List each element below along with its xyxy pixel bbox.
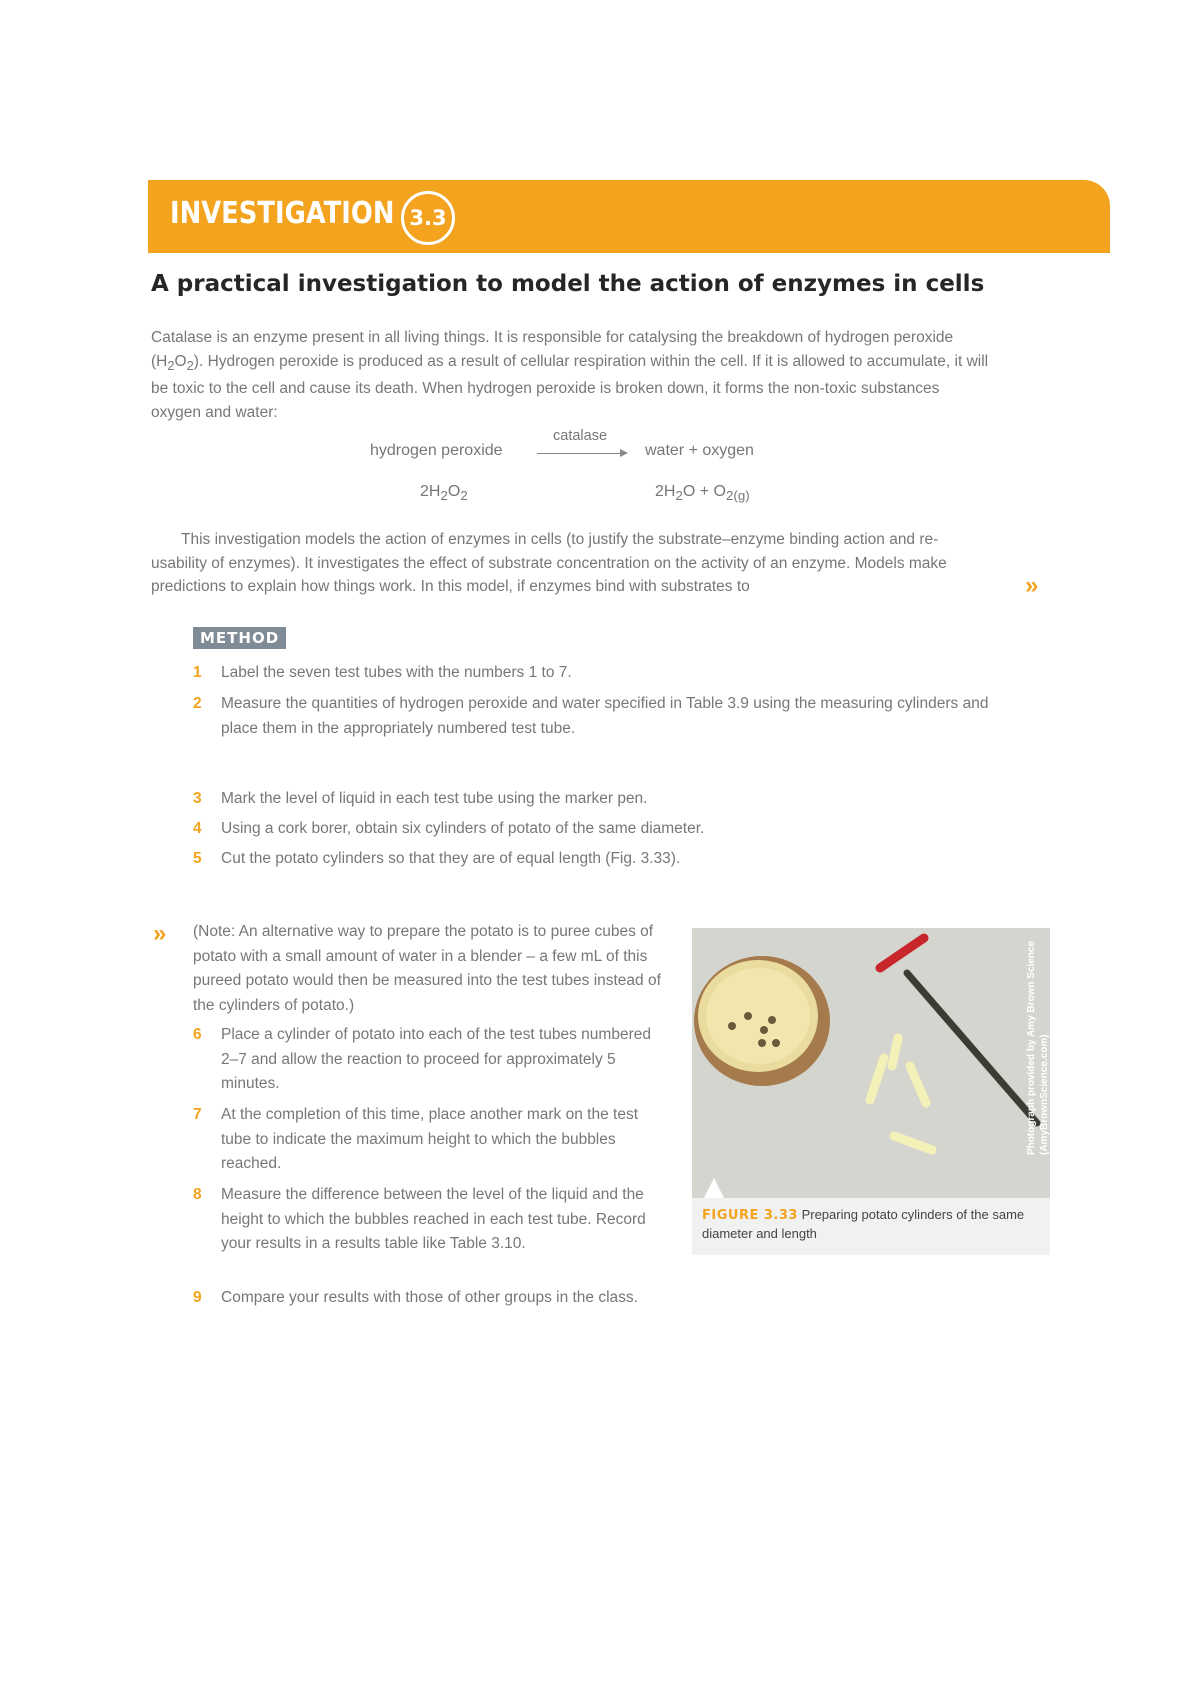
step-text: Compare your results with those of other groups in the class. — [221, 1289, 638, 1306]
equation-reactant-word: hydrogen peroxide — [370, 442, 503, 459]
method-step — [193, 847, 1003, 872]
step-text: Measure the quantities of hydrogen peroxide and water specified in Table 3.9 using the measuring cylinders and place them in the appropriately numbered test tube. — [221, 695, 989, 737]
method-step — [193, 1286, 793, 1311]
step-number: 8 — [193, 1186, 202, 1203]
method-step — [193, 661, 1003, 686]
step-number: 9 — [193, 1289, 202, 1306]
step-number: 4 — [193, 820, 202, 837]
method-step — [193, 1023, 668, 1097]
photo-credit — [1025, 925, 1051, 1155]
step-text: At the completion of this time, place another mark on the test tube to indicate the maximum height to which the bubbles reached. — [221, 1106, 638, 1172]
method-label: METHOD — [193, 627, 286, 649]
page-heading: A practical investigation to model the action of enzymes in cells — [151, 271, 985, 297]
method-step — [193, 1183, 668, 1257]
step-number: 3 — [193, 790, 202, 807]
note-text: (Note: An alternative way to prepare the potato is to puree cubes of potato with a small amount of water in a blender – a few mL of this pureed potato would then be measured into the test tubes instead of the cylinders of potato.) — [193, 923, 661, 1014]
model-paragraph: This investigation models the action of enzymes in cells (to justify the substrate–enzyme binding action and re-usability of enzymes). It investigates the effect of substrate concentration on the activity of an enzyme. Models make predictions to explain how things work. In this model, if enzymes bind with substrates to — [151, 531, 947, 595]
step-number: 1 — [193, 664, 202, 681]
step-text: Measure the difference between the level of the liquid and the height to which the bubbles reached in each test tube. Record your results in a results table like Table 3.10. — [221, 1186, 646, 1252]
banner-title: INVESTIGATION — [170, 196, 395, 231]
step-text: Using a cork borer, obtain six cylinders of potato of the same diameter. — [221, 820, 705, 837]
photo-credit-line: Photograph provided by Amy Brown Science — [1026, 940, 1037, 1155]
method-step — [193, 817, 1003, 842]
figure-label: FIGURE 3.33 — [702, 1208, 798, 1223]
equation-products-formula: $2H_2O + O_{2(g)}$ — [655, 483, 750, 504]
intro-paragraph: Catalase is an enzyme present in all living things. It is responsible for catalysing the breakdown of hydrogen peroxide $(H_2O_2)$. Hydrogen peroxide is produced as a result of cellular respiration within the cell. If it is allowed to accumulate, it will be toxic to the cell and cause its death. When hydrogen peroxide is broken down, it forms the non-toxic substances oxygen and water: — [151, 329, 989, 421]
step-text: Place a cylinder of potato into each of the test tubes numbered 2–7 and allow the reaction to proceed for approximately 5 minutes. — [221, 1026, 651, 1092]
step-number: 2 — [193, 695, 202, 712]
step-text: Cut the potato cylinders so that they are of equal length (Fig. 3.33). — [221, 850, 681, 867]
figure-caption-text: Preparing potato cylinders of the same diameter and length — [702, 1207, 1025, 1241]
investigation-number-badge: 3.3 — [401, 191, 455, 245]
reaction-arrow-head — [620, 449, 628, 457]
step-text: Mark the level of liquid in each test tube using the marker pen. — [221, 790, 648, 807]
method-step — [193, 692, 1003, 741]
equation-reactant-formula: $2H_2O_2$ — [420, 483, 468, 504]
method-step — [193, 787, 1003, 812]
step-number: 7 — [193, 1106, 202, 1123]
step-number: 6 — [193, 1026, 202, 1043]
step-text: Label the seven test tubes with the numbers 1 to 7. — [221, 664, 572, 681]
photo-credit-url: (AmyBrownScience.com) — [1039, 1034, 1050, 1155]
step-number: 5 — [193, 850, 202, 867]
investigation-banner — [148, 180, 1110, 253]
reaction-arrow — [537, 453, 623, 454]
method-step — [193, 1103, 668, 1177]
figure-caption — [702, 1206, 1042, 1243]
equation-catalyst: catalase — [553, 428, 608, 444]
potato-cylinders-photo — [692, 928, 1050, 1198]
figure-3-33 — [692, 928, 1050, 1255]
equation-products-word: water + oxygen — [645, 442, 754, 459]
continue-marker-icon: » — [1025, 572, 1035, 599]
note-marker-icon: » — [153, 920, 163, 947]
